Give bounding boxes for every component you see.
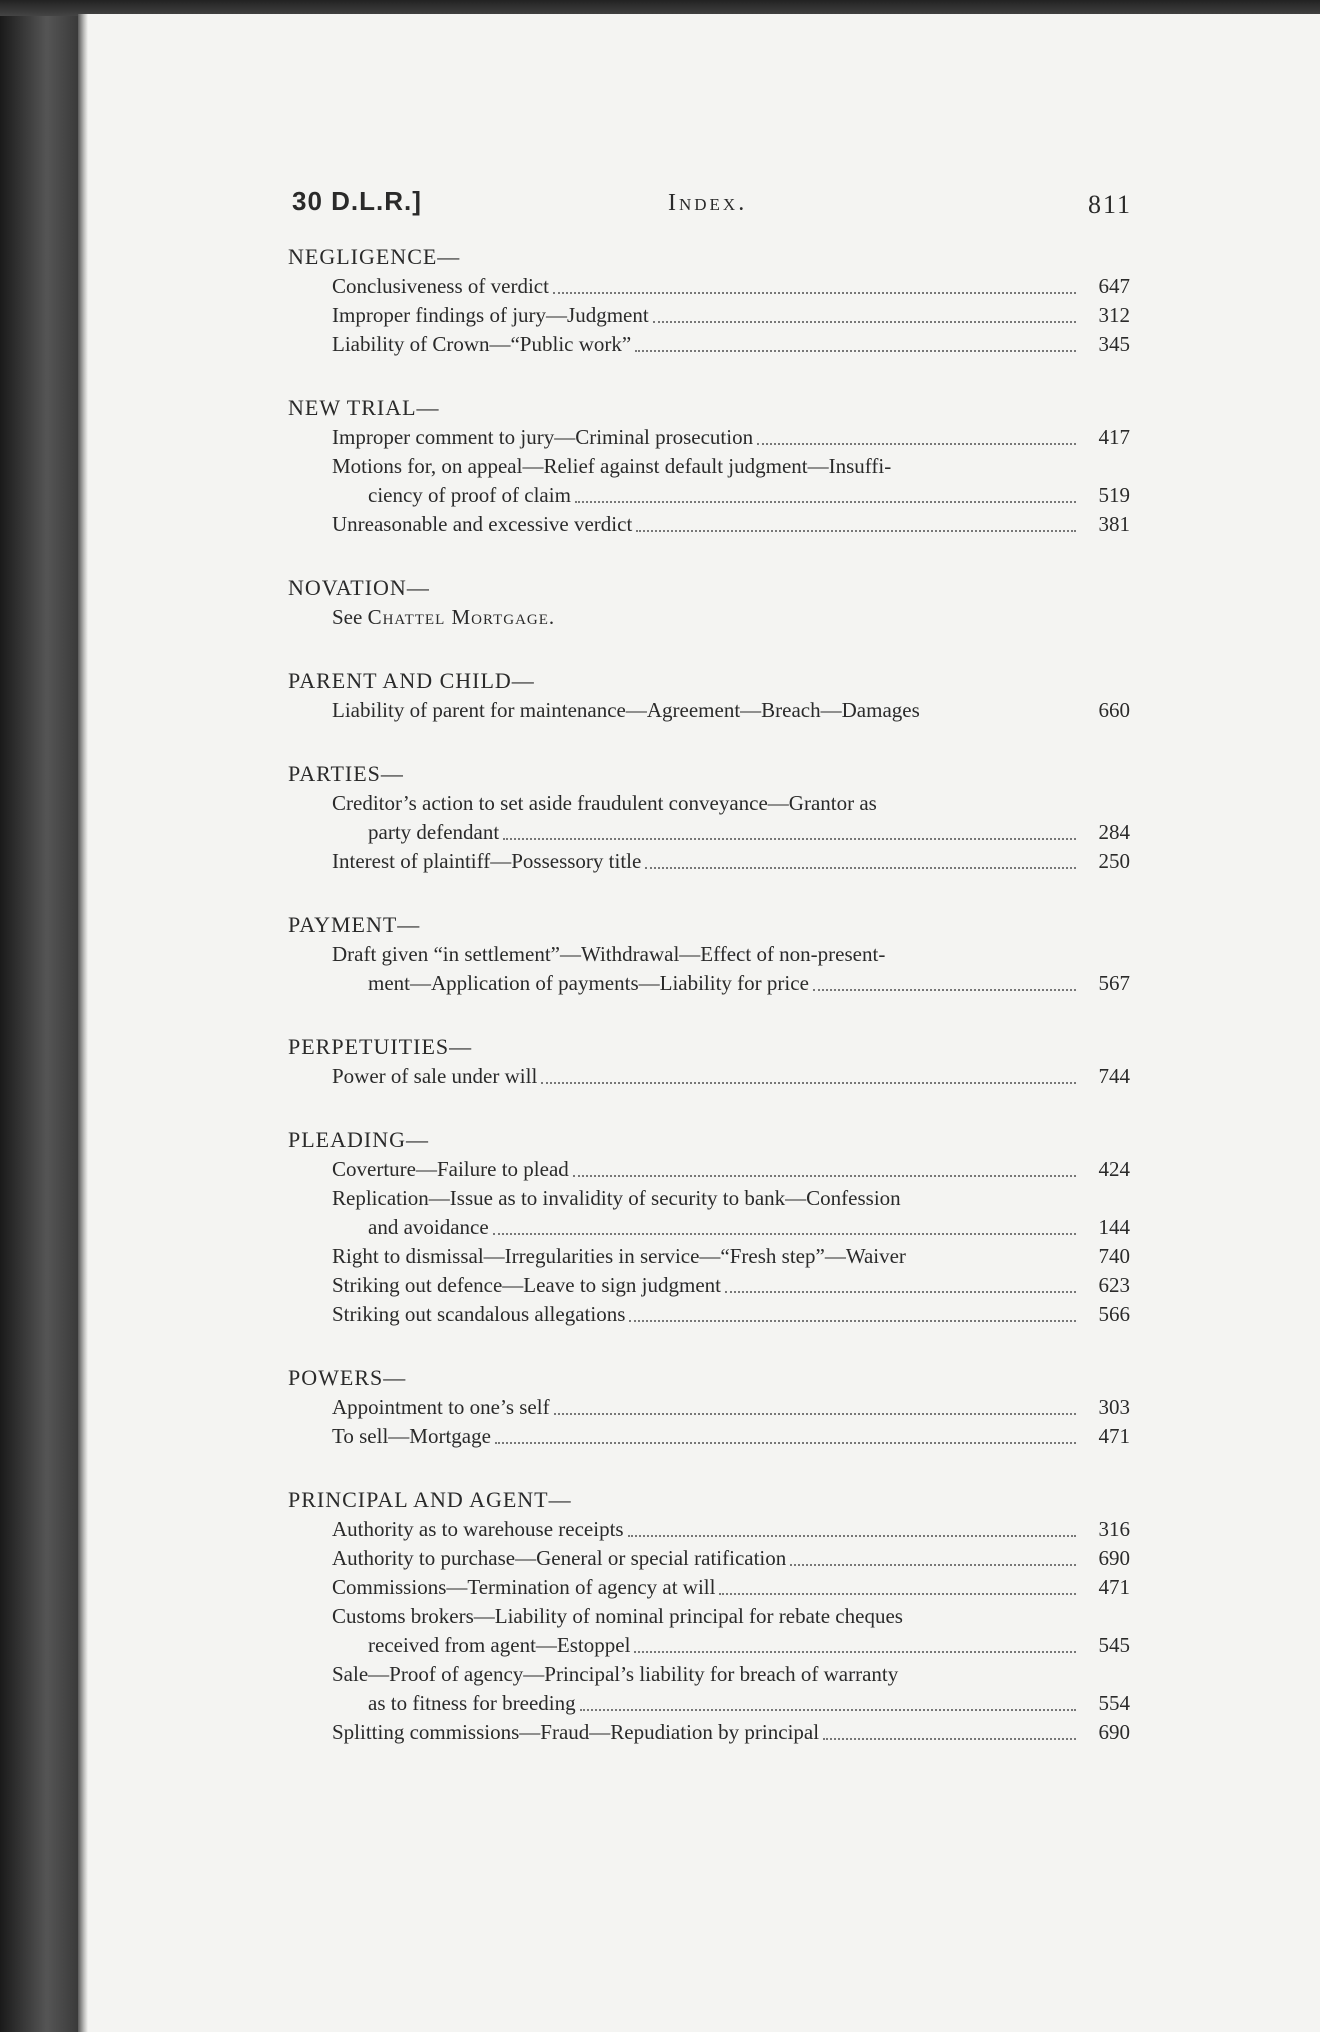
entry-page-number: 284 [1098, 820, 1130, 844]
entry-line-last [332, 818, 1082, 847]
dot-leader [554, 1413, 1076, 1415]
index-section [270, 1485, 1130, 1747]
entry-page-number: 417 [1098, 425, 1130, 449]
entry-line: Unreasonable and excessive verdict [332, 512, 633, 536]
entry-line: Striking out scandalous allegations [332, 1302, 626, 1326]
entry-line-last [332, 1689, 1082, 1718]
index-entry [332, 423, 1130, 452]
entry-page-number: 660 [1098, 698, 1130, 722]
entry-line: Customs brokers—Liability of nominal principal for rebate cheques [332, 1604, 903, 1628]
entry-text [332, 301, 1082, 330]
dot-leader [635, 350, 1076, 352]
entry-page-number: 566 [1098, 1302, 1130, 1326]
cross-reference [332, 603, 1130, 632]
index-entry [332, 940, 1130, 998]
entry-line: received from agent—Estoppel [368, 1633, 631, 1657]
entry-page-number: 424 [1098, 1157, 1130, 1181]
index-entry [332, 301, 1130, 330]
entry-line: Liability of Crown—“Public work” [332, 332, 632, 356]
entry-text [332, 1155, 1082, 1184]
page-title: Index. [668, 190, 748, 216]
index-section [270, 1032, 1130, 1091]
see-prefix: See [332, 605, 363, 629]
entry-text [332, 696, 1082, 725]
index-entry [332, 272, 1130, 301]
dot-leader [575, 501, 1076, 503]
entry-line-last [332, 1631, 1082, 1660]
entry-line: Creditor’s action to set aside fraudulent conveyance—Grantor as [332, 791, 877, 815]
entry-page-number: 250 [1098, 849, 1130, 873]
entry-line-last [332, 969, 1082, 998]
index-section [270, 1363, 1130, 1451]
dot-leader [580, 1709, 1076, 1711]
entry-text [332, 1422, 1082, 1451]
entry-line: Striking out defence—Leave to sign judgment [332, 1273, 721, 1297]
index-entry [332, 1573, 1130, 1602]
entry-page-number: 345 [1098, 332, 1130, 356]
dot-leader [628, 1535, 1076, 1537]
index-entry [332, 847, 1130, 876]
entry-line: ment—Application of payments—Liability for price [368, 971, 809, 995]
section-heading: PRINCIPAL AND AGENT— [288, 1487, 572, 1512]
index-page-content [270, 186, 1133, 1781]
index-entry [332, 1242, 1130, 1271]
entry-line: Conclusiveness of verdict [332, 274, 549, 298]
dot-leader [495, 1442, 1076, 1444]
index-entry [332, 510, 1130, 539]
entry-line: Motions for, on appeal—Relief against default judgment—Insuffi- [332, 454, 892, 478]
entry-page-number: 545 [1098, 1633, 1130, 1657]
entry-page-number: 690 [1098, 1546, 1130, 1570]
entry-page-number: 471 [1098, 1424, 1130, 1448]
entry-page-number: 471 [1098, 1575, 1130, 1599]
entry-text [332, 1718, 1082, 1747]
entry-page-number: 316 [1098, 1517, 1130, 1541]
dot-leader [541, 1082, 1076, 1084]
index-section [270, 1125, 1130, 1329]
entry-text [332, 272, 1082, 301]
dot-leader [757, 443, 1076, 445]
entry-page-number: 312 [1098, 303, 1130, 327]
entry-line: To sell—Mortgage [332, 1424, 491, 1448]
entry-line: as to fitness for breeding [368, 1691, 576, 1715]
see-target: Chattel Mortgage. [367, 605, 556, 629]
dot-leader [813, 989, 1076, 991]
dot-leader [503, 838, 1076, 840]
index-entry [332, 1422, 1130, 1451]
index-entry [332, 1155, 1130, 1184]
page-number: 811 [1088, 190, 1133, 219]
entry-text [332, 1184, 1082, 1242]
entry-line: Appointment to one’s self [332, 1395, 550, 1419]
entry-text [332, 423, 1082, 452]
index-entry [332, 1515, 1130, 1544]
index-section [270, 910, 1130, 998]
index-section [270, 393, 1130, 539]
entry-page-number: 554 [1098, 1691, 1130, 1715]
entry-line: Improper comment to jury—Criminal prosecution [332, 425, 754, 449]
entry-page-number: 381 [1098, 512, 1130, 536]
section-heading: PARTIES— [288, 761, 404, 786]
entry-text [332, 1062, 1082, 1091]
entry-text [332, 1660, 1082, 1718]
entry-text [332, 1544, 1082, 1573]
index-section [270, 666, 1130, 725]
entry-line: Power of sale under will [332, 1064, 538, 1088]
entry-line: Interest of plaintiff—Possessory title [332, 849, 642, 873]
index-entry [332, 1271, 1130, 1300]
dot-leader [653, 321, 1076, 323]
entry-line: Coverture—Failure to plead [332, 1157, 569, 1181]
dot-leader [573, 1175, 1076, 1177]
running-head [270, 186, 1133, 232]
entry-page-number: 623 [1098, 1273, 1130, 1297]
entry-line: Replication—Issue as to invalidity of security to bank—Confession [332, 1186, 901, 1210]
section-heading: NOVATION— [288, 575, 430, 600]
section-heading: PARENT AND CHILD— [288, 668, 535, 693]
entry-page-number: 740 [1098, 1244, 1130, 1268]
index-entry [332, 1184, 1130, 1242]
entry-text [332, 1393, 1082, 1422]
entry-line: party defendant [368, 820, 500, 844]
index-sections [270, 242, 1130, 1747]
entry-page-number: 567 [1098, 971, 1130, 995]
entry-line: Draft given “in settlement”—Withdrawal—Effect of non-present- [332, 942, 886, 966]
index-entry [332, 330, 1130, 359]
entry-line: Improper findings of jury—Judgment [332, 303, 649, 327]
entry-page-number: 303 [1098, 1395, 1130, 1419]
section-heading: NEGLIGENCE— [288, 244, 461, 269]
dot-leader [629, 1320, 1076, 1322]
index-entry [332, 1660, 1130, 1718]
section-heading: NEW TRIAL— [288, 395, 440, 420]
entry-line: ciency of proof of claim [368, 483, 571, 507]
dot-leader [823, 1738, 1076, 1740]
entry-text [332, 510, 1082, 539]
entry-text [332, 330, 1082, 359]
entry-line: and avoidance [368, 1215, 489, 1239]
entry-line: Commissions—Termination of agency at will [332, 1575, 716, 1599]
entry-text [332, 1300, 1082, 1329]
section-heading: PERPETUITIES— [288, 1034, 473, 1059]
dot-leader [493, 1233, 1076, 1235]
page-edge-shadow [78, 14, 88, 2032]
dot-leader [725, 1291, 1076, 1293]
dot-leader [645, 867, 1076, 869]
entry-text [332, 1573, 1082, 1602]
entry-line: Right to dismissal—Irregularities in service—“Fresh step”—Waiver [332, 1244, 906, 1268]
book-gutter [0, 0, 78, 2032]
entry-text [332, 789, 1082, 847]
index-entry [332, 452, 1130, 510]
dot-leader [636, 530, 1076, 532]
index-section [270, 573, 1130, 632]
index-entry [332, 1602, 1130, 1660]
entry-line: Authority as to warehouse receipts [332, 1517, 624, 1541]
entry-line-last [332, 481, 1082, 510]
index-entry [332, 1393, 1130, 1422]
entry-page-number: 519 [1098, 483, 1130, 507]
entry-text [332, 1602, 1082, 1660]
index-section [270, 759, 1130, 876]
entry-page-number: 647 [1098, 274, 1130, 298]
entry-page-number: 690 [1098, 1720, 1130, 1744]
section-heading: PLEADING— [288, 1127, 429, 1152]
index-entry [332, 1300, 1130, 1329]
entry-text [332, 452, 1082, 510]
entry-page-number: 744 [1098, 1064, 1130, 1088]
entry-text [332, 847, 1082, 876]
entry-text [332, 1515, 1082, 1544]
index-entry [332, 1544, 1130, 1573]
index-entry [332, 696, 1130, 725]
entry-line: Authority to purchase—General or special ratification [332, 1546, 787, 1570]
index-entry [332, 789, 1130, 847]
entry-text [332, 1271, 1082, 1300]
index-entry [332, 1718, 1130, 1747]
section-heading: PAYMENT— [288, 912, 421, 937]
entry-line: Splitting commissions—Fraud—Repudiation by principal [332, 1720, 820, 1744]
dot-leader [790, 1564, 1076, 1566]
entry-page-number: 144 [1098, 1215, 1130, 1239]
entry-line-last [332, 1213, 1082, 1242]
entry-line: Sale—Proof of agency—Principal’s liability for breach of warranty [332, 1662, 899, 1686]
entry-line: Liability of parent for maintenance—Agreement—Breach—Damages [332, 698, 920, 722]
dot-leader [553, 292, 1076, 294]
index-section [270, 242, 1130, 359]
dot-leader [634, 1651, 1076, 1653]
entry-text [332, 940, 1082, 998]
entry-text [332, 1242, 1082, 1271]
section-heading: POWERS— [288, 1365, 407, 1390]
dot-leader [719, 1593, 1076, 1595]
volume-reference: 30 D.L.R.] [292, 186, 422, 216]
index-entry [332, 1062, 1130, 1091]
